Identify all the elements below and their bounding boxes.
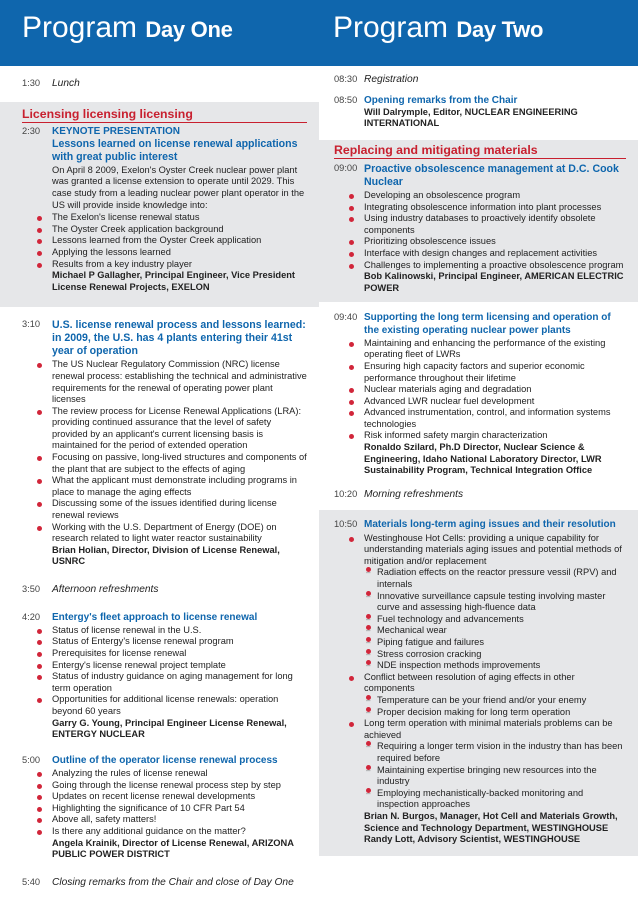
sub-list-item: – Radiation effects on the reactor pressure vessil (RPV) and internals (377, 567, 626, 590)
list-item: Opportunities for additional license renewals: operation beyond 60 years (52, 694, 307, 717)
agenda-item-opening (319, 95, 638, 130)
list-item: Prioritizing obsolescence issues (364, 236, 626, 248)
sub-list-item: – Innovative surveillance capsule testing involving master curve and assessing high-fluence data (377, 591, 626, 614)
list-item: Applying the lessons learned (52, 247, 307, 259)
session-label: Lunch (52, 78, 80, 89)
list-item: The review process for License Renewal Applications (LRA): providing continued assurance that the level of safety provided by an applicant's current licensing basis is maintained for the period of extended operation (52, 406, 307, 452)
keynote-label: KEYNOTE PRESENTATION (52, 125, 180, 137)
session-title: Lessons learned on license renewal applications with great public interest (52, 137, 298, 163)
list-item: Results from a key industry player (52, 259, 307, 271)
bullet-list (52, 212, 307, 270)
list-item: Updates on recent license renewal developments (52, 791, 307, 803)
session-label: Morning refreshments (364, 488, 464, 500)
session-title: Entergy's fleet approach to license renewal (52, 611, 258, 623)
sub-list (364, 567, 626, 671)
agenda-item-afternoon-refreshments (0, 584, 319, 596)
list-item: Above all, safety matters! (52, 814, 307, 826)
list-item-text: Conflict between resolution of aging effects in other components (364, 671, 575, 694)
header-program-word: Program (333, 11, 449, 44)
sub-list-item: – Piping fatigue and failures (377, 637, 626, 649)
agenda-item-long-term (319, 312, 638, 477)
list-item: Lessons learned from the Oyster Creek application (52, 235, 307, 247)
list-item: Entergy's license renewal project template (52, 660, 307, 672)
sub-list (364, 695, 626, 718)
agenda-item-closing (0, 877, 319, 889)
session-time: 2:30 (22, 125, 41, 136)
sub-list-item: – Fuel technology and advancements (377, 614, 626, 626)
bullet-list (52, 768, 307, 838)
list-item: The Exelon's license renewal status (52, 212, 307, 224)
speaker: Ronaldo Szilard, Ph.D Director, Nuclear Science & Engineering, Idaho National Laboratory Director, LWR Sustainability Program, Technical Integration Office (364, 442, 602, 476)
session-time: 08:30 (334, 74, 358, 84)
speaker: Brian N. Burgos, Manager, Hot Cell and Materials Growth, Science and Technology Department, WESTINGHOUSE (364, 810, 618, 833)
list-item: Analyzing the rules of license renewal (52, 768, 307, 780)
session-label: Closing remarks from the Chair and close of Day One (52, 876, 294, 888)
list-item: Using industry databases to proactively identify obsolete components (364, 213, 626, 236)
agenda-item-keynote (0, 126, 319, 294)
header-day-label: Day One (145, 17, 233, 42)
sub-list-item: – Maintaining expertise bringing new resources into the industry (377, 765, 626, 788)
materials-section (319, 140, 638, 302)
list-item: Risk informed safety margin characterization (364, 430, 626, 442)
session-time: 5:00 (22, 754, 41, 765)
list-item: Focusing on passive, long-lived structures and components of the plant that are subject to the effects of aging (52, 452, 307, 474)
list-item: The Oyster Creek application background (52, 224, 307, 236)
speaker: Garry G. Young, Principal Engineer License Renewal, ENTERGY NUCLEAR (52, 717, 287, 740)
aging-section (319, 510, 638, 855)
list-item: Highlighting the significance of 10 CFR Part 54 (52, 803, 307, 815)
list-item: Advanced instrumentation, control, and information systems technologies (364, 407, 626, 430)
list-item: Developing an obsolescence program (364, 190, 626, 202)
day-two-column (319, 0, 638, 902)
list-item: Status of Entergy's license renewal program (52, 636, 307, 648)
session-time: 09:00 (334, 162, 358, 173)
session-title: Opening remarks from the Chair (364, 94, 518, 106)
agenda-item-entergy (0, 612, 319, 741)
list-item: What the applicant must demonstrate including programs in place to manage the aging effects (52, 475, 307, 498)
session-time: 3:10 (22, 319, 41, 330)
list-item: Going through the license renewal process step by step (52, 780, 307, 792)
list-item: Nuclear materials aging and degradation (364, 384, 626, 396)
agenda-item-morning-refreshments (319, 489, 638, 501)
session-title: Materials long-term aging issues and their resolution (364, 519, 616, 531)
list-item: Integrating obsolescence information into plant processes (364, 202, 626, 214)
speaker: Michael P Gallagher, Principal Engineer, Vice President License Renewal Projects, EXELON (52, 270, 296, 292)
session-time: 1:30 (22, 78, 41, 88)
licensing-section (0, 102, 319, 308)
list-item: Prerequisites for license renewal (52, 648, 307, 660)
session-title: Proactive obsolescence management at D.C. Cook Nuclear (364, 162, 619, 188)
list-item: Challenges to implementing a proactive obsolescence program (364, 260, 626, 272)
session-title: Outline of the operator license renewal process (52, 754, 278, 766)
session-time: 09:40 (334, 312, 358, 323)
session-time: 08:50 (334, 94, 358, 105)
session-title: U.S. license renewal process and lessons learned: in 2009, the U.S. has 4 plants entering their 41st year of operation (52, 319, 306, 358)
section-title: Licensing licensing licensing (22, 107, 307, 123)
list-item: Interface with design changes and replacement activities (364, 248, 626, 260)
session-time: 10:20 (334, 488, 358, 499)
session-time: 3:50 (22, 584, 41, 595)
sub-list-item: – Requiring a longer term vision in the industry than has been required before (377, 741, 626, 764)
list-item (364, 533, 626, 672)
list-item: Status of license renewal in the U.S. (52, 625, 307, 637)
list-item: Status of industry guidance on aging management for long term operation (52, 671, 307, 694)
header-program-word: Program (22, 11, 138, 44)
sub-list-item: – Temperature can be your friend and/or your enemy (377, 695, 626, 707)
session-time: 10:50 (334, 519, 358, 530)
bullet-list (52, 625, 307, 718)
list-item (364, 672, 626, 718)
day-one-header (0, 0, 319, 66)
list-item (364, 718, 626, 811)
session-time: 4:20 (22, 611, 41, 622)
list-item: The US Nuclear Regulatory Commission (NRC) license renewal process: establishing the technical and administrative requirements for the renewal of operating power plant licenses (52, 359, 307, 405)
sub-list-item: – Employing mechanistically-backed monitoring and inspection approaches (377, 788, 626, 811)
sub-list-item: – Mechanical wear (377, 625, 626, 637)
agenda-item-operator (0, 755, 319, 861)
list-item: Is there any additional guidance on the matter? (52, 826, 307, 838)
speaker: Will Dalrymple, Editor, NUCLEAR ENGINEERING INTERNATIONAL (364, 106, 578, 129)
list-item: Ensuring high capacity factors and superior economic performance throughout their lifetime (364, 361, 626, 384)
sub-list (364, 741, 626, 811)
agenda-item-us-process (0, 319, 319, 568)
bullet-list (52, 359, 307, 545)
session-title: Supporting the long term licensing and operation of the existing operating nuclear power plants (364, 312, 611, 336)
sub-list-item: – NDE inspection methods improvements (377, 660, 626, 672)
speaker: Randy Lott, Advisory Scientist, WESTINGHOUSE (364, 834, 581, 845)
session-label: Afternoon refreshments (52, 584, 159, 596)
header-day-label: Day Two (456, 17, 544, 42)
list-item: Advanced LWR nuclear fuel development (364, 396, 626, 408)
agenda-item-registration (319, 74, 638, 86)
speaker: Bob Kalinowski, Principal Engineer, AMERICAN ELECTRIC POWER (364, 271, 624, 293)
sub-list-item: – Stress corrosion cracking (377, 649, 626, 661)
list-item-text: Westinghouse Hot Cells: providing a unique capability for understanding materials aging issues and potential methods of mitigation and/or replacement (364, 532, 622, 566)
day-two-header (319, 0, 638, 66)
list-item: Maintaining and enhancing the performance of the existing operating fleet of LWRs (364, 338, 626, 361)
sub-list-item: – Proper decision making for long term operation (377, 707, 626, 719)
bullet-list (364, 190, 626, 271)
speaker: Angela Krainik, Director of License Renewal, ARIZONA PUBLIC POWER DISTRICT (52, 837, 294, 860)
session-label: Registration (364, 74, 419, 85)
session-time: 5:40 (22, 876, 41, 887)
speaker: Brian Holian, Director, Division of License Renewal, USNRC (52, 544, 280, 567)
section-title: Replacing and mitigating materials (334, 143, 626, 159)
list-item: Working with the U.S. Department of Energy (DOE) on research related to light water reactor sustainability (52, 522, 307, 545)
agenda-item-lunch (0, 78, 319, 90)
bullet-list (364, 533, 626, 811)
list-item: Discussing some of the issues identified during license renewal reviews (52, 498, 307, 521)
bullet-list (364, 338, 626, 442)
list-item-text: Long term operation with minimal materials problems can be achieved (364, 718, 613, 740)
session-description: On April 8 2009, Exelon's Oyster Creek nuclear power plant was granted a license extension to operate until 2029. This case study from a leading nuclear power plant operator in the US will provide inside knowledge into: (52, 164, 305, 210)
agenda-item-aging (319, 519, 638, 845)
agenda-item-obsolescence (319, 163, 638, 294)
